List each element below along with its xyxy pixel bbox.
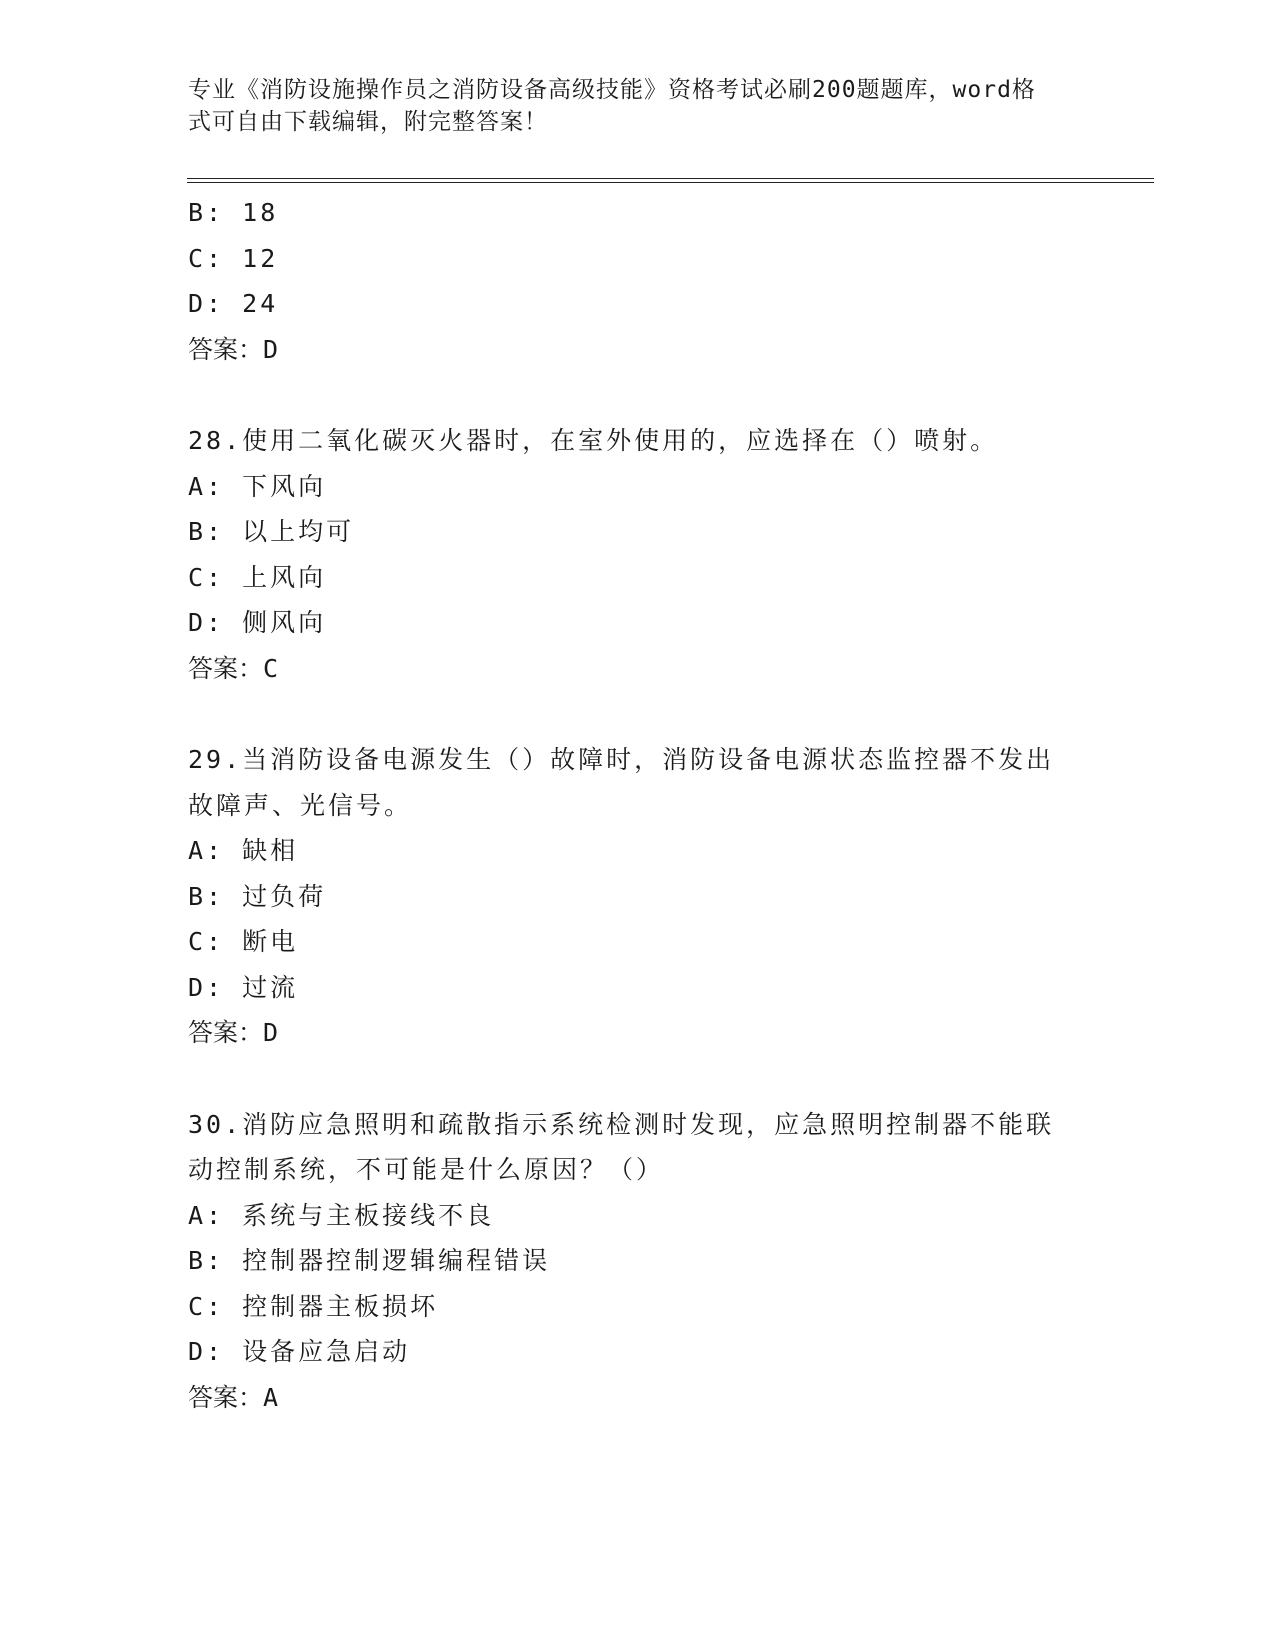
answer-line: 答案：D <box>188 1018 279 1047</box>
header-line-2: 式可自由下载编辑，附完整答案！ <box>188 109 548 135</box>
option-a: A: 系统与主板接线不良 <box>188 1200 495 1230</box>
option-c: C: 断电 <box>188 927 299 956</box>
option-b: B: 控制器控制逻辑编程错误 <box>188 1246 551 1275</box>
page-header <box>188 74 1068 138</box>
question-text: 30.消防应急照明和疏散指示系统检测时发现，应急照明控制器不能联 <box>188 1109 1055 1139</box>
spacer <box>188 691 1088 737</box>
question-text-cont: 动控制系统，不可能是什么原因？（） <box>188 1155 665 1184</box>
question-text: 28.使用二氧化碳灭火器时，在室外使用的，应选择在（）喷射。 <box>188 426 999 455</box>
spacer <box>188 1056 1088 1102</box>
option-b: B: 过负荷 <box>188 881 327 911</box>
question-30 <box>188 1102 1088 1421</box>
question-text: 29.当消防设备电源发生（）故障时，消防设备电源状态监控器不发出 <box>188 745 1055 774</box>
spacer <box>188 372 1088 418</box>
option-a: A: 下风向 <box>188 471 327 501</box>
answer-line: 答案：C <box>188 653 279 683</box>
option-d: D: 24 <box>188 289 279 318</box>
header-line-1: 专业《消防设施操作员之消防设备高级技能》资格考试必刷200题题库，word格 <box>188 77 1036 103</box>
answer-line: 答案：A <box>188 1382 279 1412</box>
question-27-continued <box>188 190 1088 372</box>
question-list <box>188 190 1088 1420</box>
option-d: D: 过流 <box>188 972 299 1002</box>
option-a: A: 缺相 <box>188 836 299 865</box>
answer-line: 答案：D <box>188 334 279 364</box>
option-c: C: 上风向 <box>188 562 327 592</box>
header-divider <box>187 178 1154 183</box>
question-29 <box>188 737 1088 1056</box>
question-text-cont: 故障声、光信号。 <box>188 790 413 820</box>
option-d: D: 侧风向 <box>188 608 327 637</box>
option-c: C: 12 <box>188 243 279 273</box>
question-28 <box>188 418 1088 691</box>
option-b: B: 以上均可 <box>188 517 355 546</box>
option-d: D: 设备应急启动 <box>188 1337 411 1366</box>
option-c: C: 控制器主板损坏 <box>188 1291 439 1321</box>
option-b: B: 18 <box>188 198 279 227</box>
